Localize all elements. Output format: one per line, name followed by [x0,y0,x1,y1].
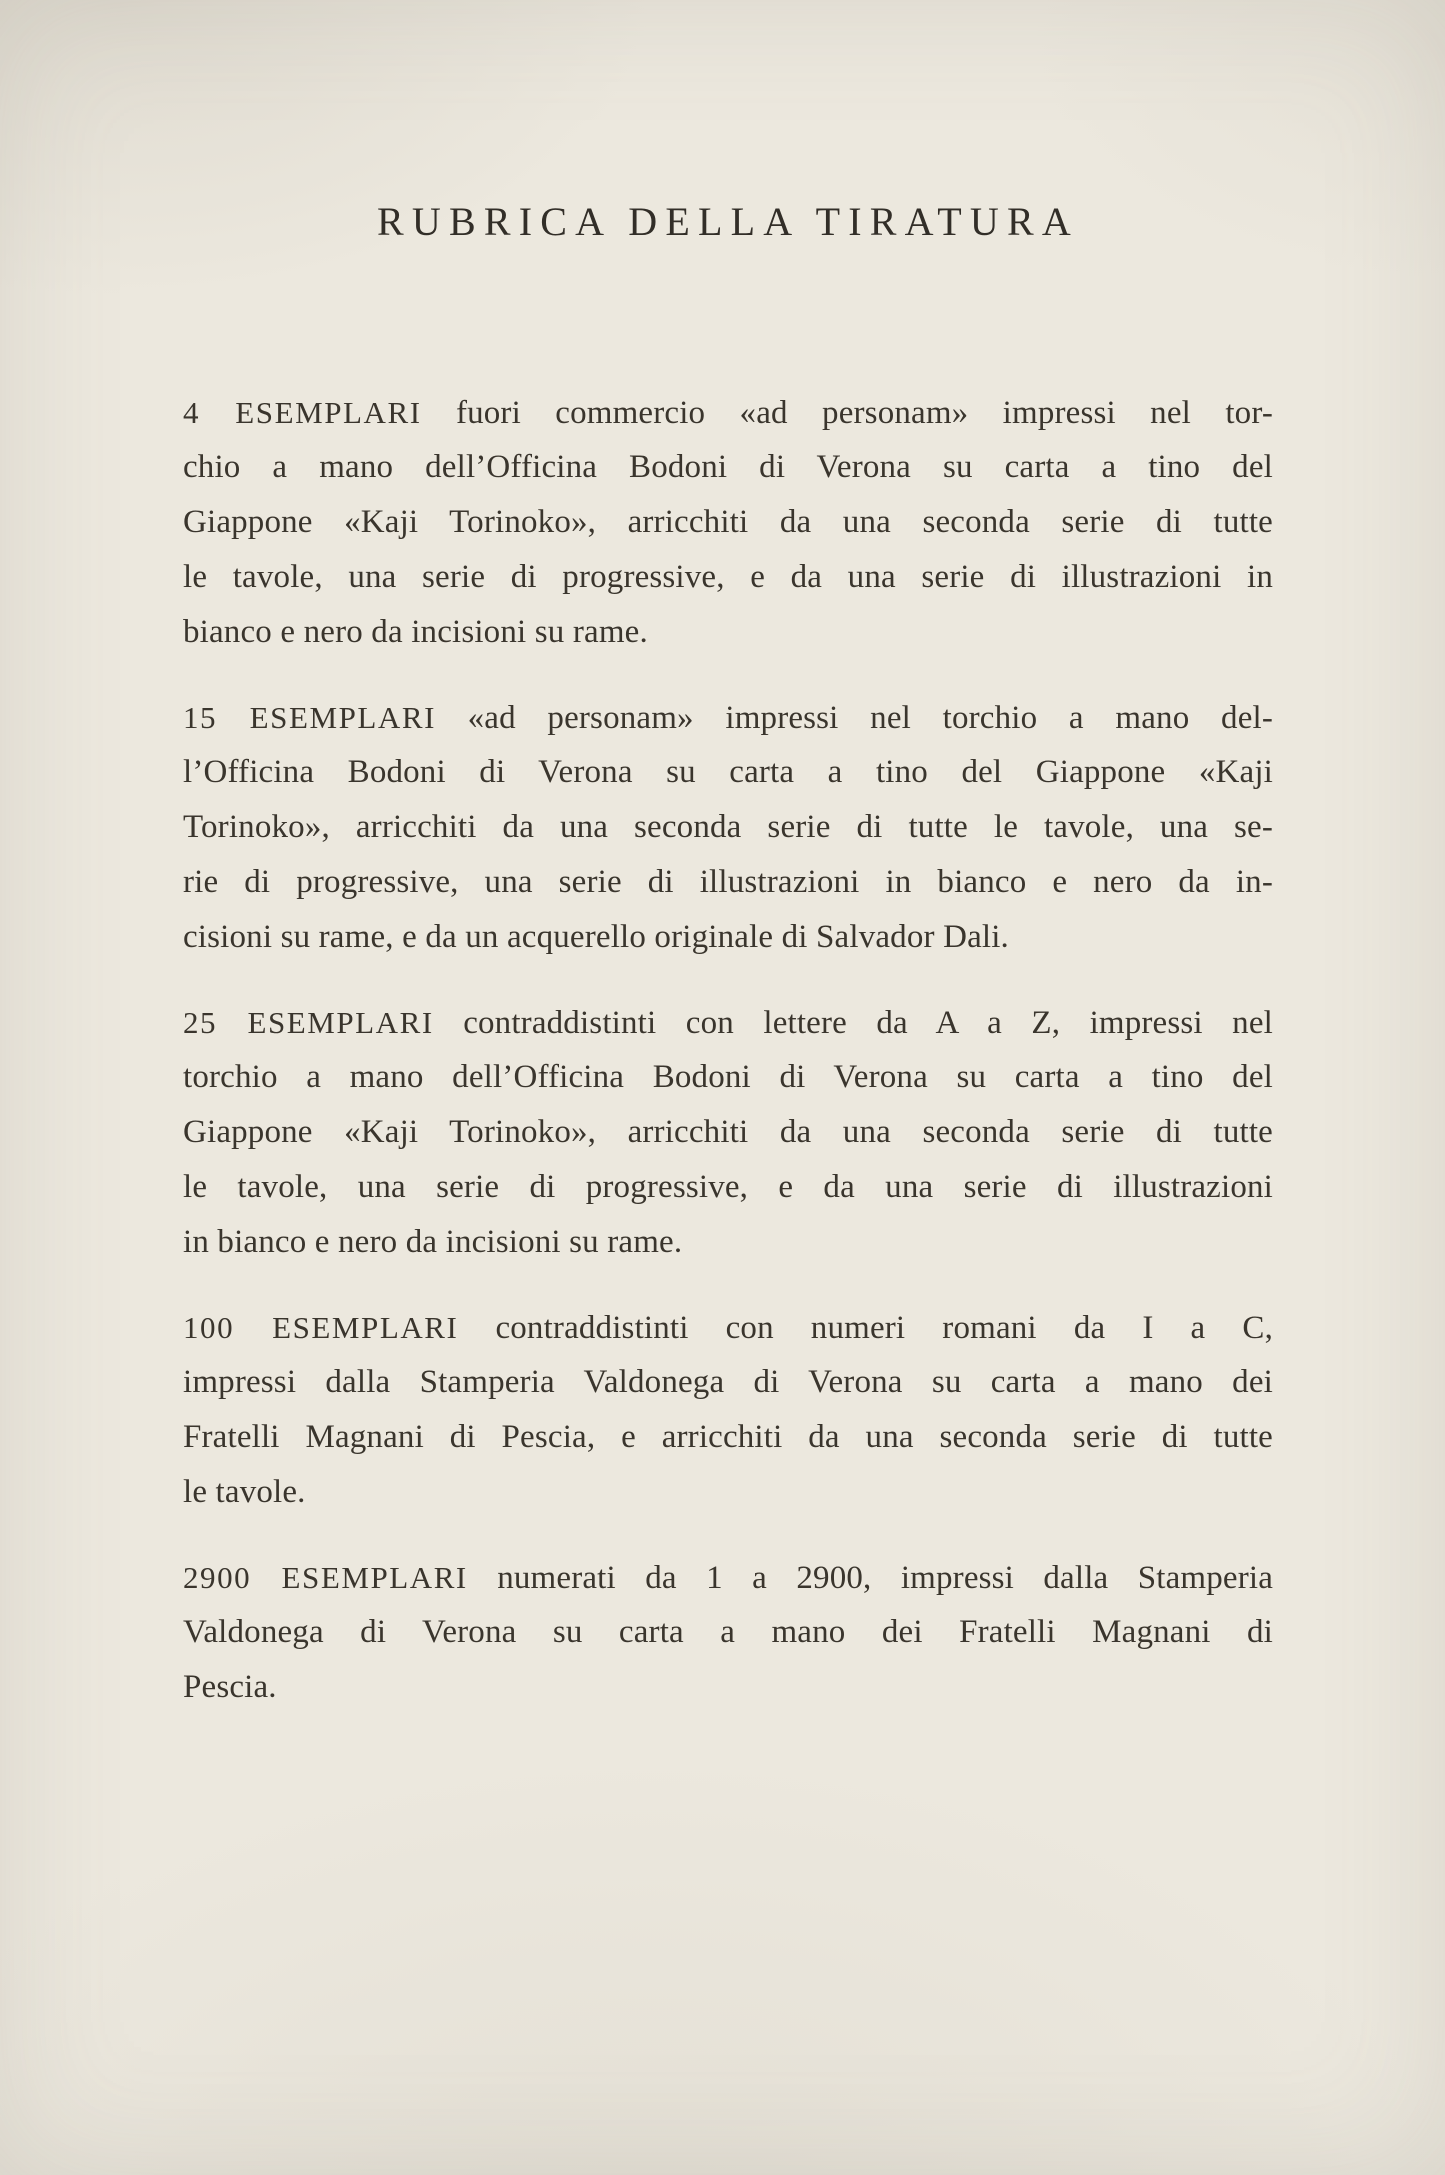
text-line: Valdonega di Verona su carta a mano dei Fratelli Magnani di [183,1614,1273,1650]
text-line [183,690,1273,745]
colophon-text [183,385,1273,1715]
text-line: Giappone «Kaji Torinoko», arricchiti da una seconda serie di tutte [183,504,1273,540]
text-line: torchio a mano dell’Officina Bodoni di Verona su carta a tino del [183,1059,1273,1095]
paragraph-100-esemplari [183,1300,1273,1520]
text-block [183,198,1273,1715]
paragraph-15-esemplari [183,690,1273,965]
text-line: in bianco e nero da incisioni su rame. [183,1224,683,1260]
text-line: Giappone «Kaji Torinoko», arricchiti da una seconda serie di tutte [183,1114,1273,1150]
text-line [183,1550,1273,1605]
text-line: Pescia. [183,1669,277,1705]
text-line: bianco e nero da incisioni su rame. [183,614,648,650]
text-line-rest: contraddistinti con numeri romani da I a C, [495,1310,1273,1346]
text-line: cisioni su rame, e da un acquerello originale di Salvador Dali. [183,919,1009,955]
text-line [183,995,1273,1050]
text-line: le tavole. [183,1474,306,1510]
edition-count-lead: 4 ESEMPLARI [183,395,422,430]
text-line: le tavole, una serie di progressive, e da una serie di illustrazioni in [183,559,1273,595]
page-title: RUBRICA DELLA TIRATURA [377,199,1079,244]
text-line: Torinoko», arricchiti da una seconda serie di tutte le tavole, una se- [183,809,1273,845]
text-line [183,1300,1273,1355]
text-line-rest: «ad personam» impressi nel torchio a mano del- [467,700,1273,736]
text-line-rest: numerati da 1 a 2900, impressi dalla Stamperia [497,1560,1274,1596]
paragraph-2900-esemplari [183,1550,1273,1715]
paragraph-25-esemplari [183,995,1273,1270]
text-line: le tavole, una serie di progressive, e da una serie di illustrazioni [183,1169,1273,1205]
text-line: rie di progressive, una serie di illustrazioni in bianco e nero da in- [183,864,1273,900]
edition-count-lead: 2900 ESEMPLARI [183,1560,468,1595]
text-line: chio a mano dell’Officina Bodoni di Verona su carta a tino del [183,449,1273,485]
text-line [183,385,1273,440]
text-line-rest: contraddistinti con lettere da A a Z, impressi nel [463,1005,1273,1041]
paragraph-4-esemplari [183,385,1273,660]
text-line-rest: fuori commercio «ad personam» impressi nel tor- [455,395,1273,431]
edition-count-lead: 100 ESEMPLARI [183,1310,459,1345]
text-line: Fratelli Magnani di Pescia, e arricchiti da una seconda serie di tutte [183,1419,1273,1455]
edition-count-lead: 25 ESEMPLARI [183,1005,434,1040]
edition-count-lead: 15 ESEMPLARI [183,700,436,735]
text-line: impressi dalla Stamperia Valdonega di Verona su carta a mano dei [183,1364,1273,1400]
text-line: l’Officina Bodoni di Verona su carta a tino del Giappone «Kaji [183,754,1273,790]
